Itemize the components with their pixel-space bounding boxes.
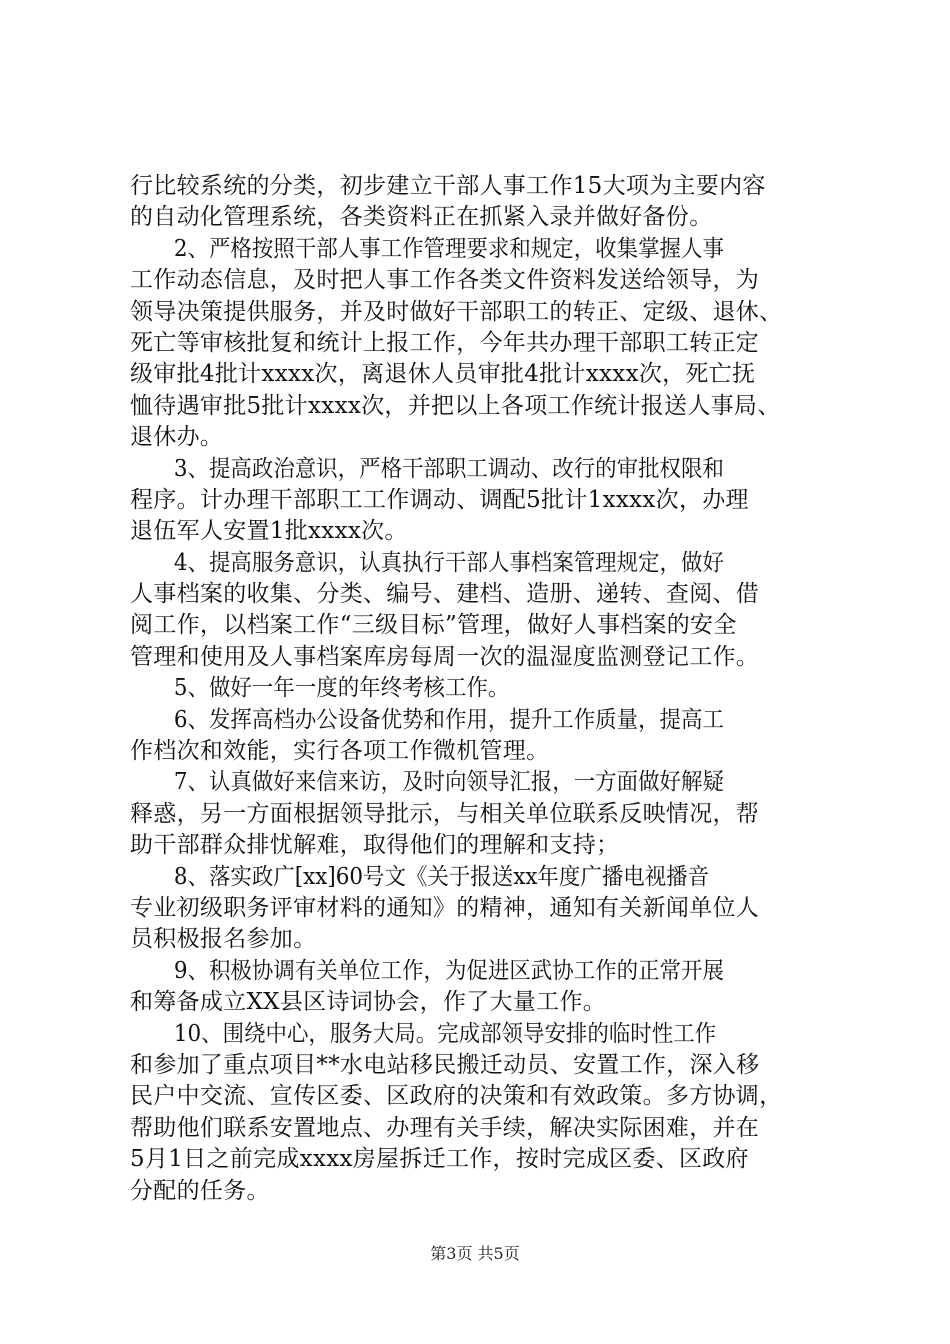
text-line: 退伍军人安置1批xxxx次。 [130,518,408,545]
text-line: 9、积极协调有关单位工作，为促进区武协工作的正常开展 [173,957,724,984]
text-line: 恤待遇审批5批计xxxx次，并把以上各项工作统计报送人事局、 [130,392,781,419]
text-line: 5月1日之前完成xxxx房屋拆迁工作，按时完成区委、区政府 [130,1146,749,1173]
text-line: 的自动化管理系统，各类资料正在抓紧入录并做好备份。 [130,204,713,231]
text-line: 7、认真做好来信来访，及时向领导汇报，一方面做好解疑 [173,769,724,796]
text-line: 退休办。 [130,424,224,451]
text-line: 8、落实政广[xx]60号文《关于报送xx年度广播电视播音 [173,863,710,890]
text-line: 2、严格按照干部人事工作管理要求和规定，收集掌握人事 [173,235,724,262]
text-line: 和筹备成立XX县区诗词协会，作了大量工作。 [130,989,607,1016]
text-line: 行比较系统的分类，初步建立干部人事工作15大项为主要内容 [130,173,766,199]
text-line: 3、提高政治意识，严格干部职工调动、改行的审批权限和 [173,455,724,482]
text-line: 4、提高服务意识，认真执行干部人事档案管理规定，做好 [173,549,724,576]
page-footer: 第3页 共5页 [430,1244,520,1263]
text-line: 工作动态信息，及时把人事工作各类文件资料发送给领导，为 [130,267,760,294]
text-line: 和参加了重点项目**水电站移民搬迁动员、安置工作，深入移 [130,1051,760,1078]
text-line: 员积极报名参加。 [130,926,317,953]
text-line: 级审批4批计xxxx次，离退休人员审批4批计xxxx次，死亡抚 [130,361,756,388]
text-line: 作档次和效能，实行各项工作微机管理。 [130,738,550,765]
text-line: 释惑，另一方面根据领导批示，与相关单位联系反映情况，帮 [130,800,760,827]
text-line: 阅工作，以档案工作“三级目标”管理，做好人事档案的安全 [130,612,737,639]
text-line: 民户中交流、宣传区委、区政府的决策和有效政策。多方协调， [130,1083,783,1110]
text-line: 帮助他们联系安置地点、办理有关手续，解决实际困难，并在 [130,1114,760,1141]
text-line: 专业初级职务评审材料的通知》的精神，通知有关新闻单位人 [130,894,760,921]
text-line: 程序。计办理干部职工工作调动、调配5批计1xxxx次，办理 [130,486,749,513]
text-line: 领导决策提供服务，并及时做好干部职工的转正、定级、退休、 [130,298,783,325]
document-body [130,171,830,1207]
text-line: 10、围绕中心，服务大局。完成部领导安排的临时性工作 [173,1020,717,1047]
text-line: 助干部群众排忧解难，取得他们的理解和支持； [130,832,620,859]
text-line: 分配的任务。 [130,1177,270,1204]
text-line: 6、发挥高档办公设备优势和作用，提升工作质量，提高工 [173,706,724,733]
text-line: 死亡等审核批复和统计上报工作，今年共办理干部职工转正定 [130,329,760,356]
text-line: 人事档案的收集、分类、编号、建档、造册、递转、查阅、借 [130,581,760,608]
text-line: 5、做好一年一度的年终考核工作。 [173,675,510,702]
text-line: 管理和使用及人事档案库房每周一次的温湿度监测登记工作。 [130,643,760,670]
